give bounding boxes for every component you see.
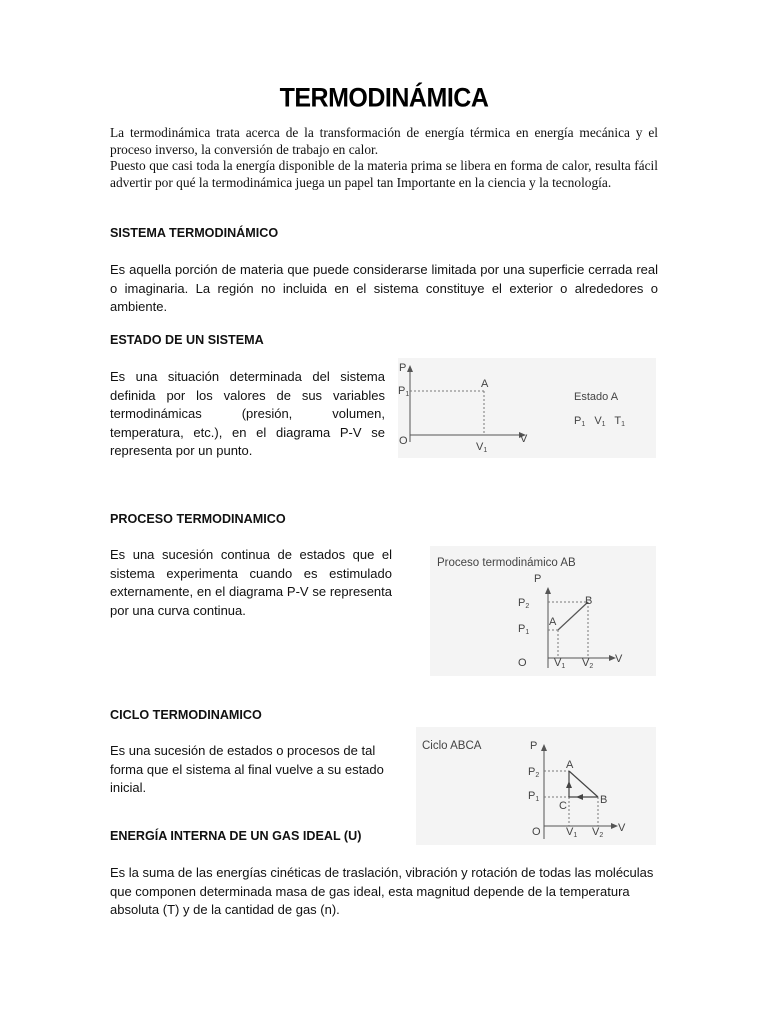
figure-estado-diagram <box>398 358 656 458</box>
p2-label: P2 <box>518 597 530 610</box>
heading-estado: ESTADO DE UN SISTEMA <box>110 333 264 347</box>
body-sistema: Es aquella porción de materia que puede considerarse limitada por una superficie cerrada real o imaginaria. La región no incluida en el sistema constituye el exterior o alrededores o ambiente. <box>110 262 658 314</box>
v2-label: V2 <box>592 826 604 839</box>
axis-v-label: V <box>615 653 623 665</box>
v-axis-arrow <box>611 823 618 829</box>
p1-label: P1 <box>398 385 410 398</box>
v1-label: V1 <box>476 441 488 454</box>
process-curve-ab <box>558 602 588 630</box>
v1-label: V1 <box>566 826 578 839</box>
intro-paragraph-2: Puesto que casi toda la energía disponible de la materia prima se libera en forma de calor, resulta fácil advertir por qué la termodinámica juega un papel tan Importante en la ciencia y la tecnología. <box>110 158 658 190</box>
point-c-label: C <box>559 800 567 812</box>
cycle-path-ab <box>569 771 598 797</box>
axis-p-label: P <box>530 740 538 752</box>
p1-label: P1 <box>518 623 530 636</box>
intro-paragraph-1: La termodinámica trata acerca de la transformación de energía térmica en energía mecánica y el proceso inverso, la conversión de trabajo en calor. <box>110 125 658 157</box>
point-b-label: B <box>600 794 608 806</box>
p-axis-arrow <box>541 744 547 751</box>
v2-label: V2 <box>582 657 594 670</box>
heading-sistema: SISTEMA TERMODINÁMICO <box>110 226 279 240</box>
body-proceso: Es una sucesión continua de estados que el sistema experimenta cuando es estimulado externamente, en el diagrama P-V se representa por una curva continua. <box>110 547 392 618</box>
p2-label: P2 <box>528 766 540 779</box>
origin-label: O <box>399 435 408 447</box>
body-ciclo: Es una sucesión de estados o procesos de tal forma que el sistema al final vuelve a su estado inicial. <box>110 743 384 795</box>
p-axis-arrow <box>545 587 551 594</box>
point-a-label: A <box>566 759 574 771</box>
axis-p-label: P <box>399 362 407 374</box>
point-a-label: A <box>549 616 557 628</box>
cycle-arrow-ca <box>566 781 572 788</box>
origin-label: O <box>518 657 527 669</box>
p1-label: P1 <box>528 790 540 803</box>
point-a-label: A <box>481 378 489 390</box>
v1-label: V1 <box>554 657 566 670</box>
point-b-label: B <box>585 595 593 607</box>
axis-v-label: V <box>520 433 528 445</box>
heading-proceso: PROCESO TERMODINAMICO <box>110 512 286 526</box>
heading-ciclo: CICLO TERMODINAMICO <box>110 708 262 722</box>
figure-proceso-diagram <box>430 546 656 676</box>
axis-v-label: V <box>618 822 626 834</box>
figure-ciclo-diagram <box>416 727 656 845</box>
cycle-arrow-bc <box>576 794 583 800</box>
proceso-caption: Proceso termodinámico AB <box>437 557 576 569</box>
page-title: TERMODINÁMICA <box>279 82 489 114</box>
origin-label: O <box>532 826 541 838</box>
heading-energia: ENERGÍA INTERNA DE UN GAS IDEAL (U) <box>110 829 362 843</box>
estado-caption: Estado A <box>574 391 619 403</box>
ciclo-caption: Ciclo ABCA <box>422 740 482 752</box>
estado-vars: P1 V1 T1 <box>574 415 626 428</box>
p-axis-arrow <box>407 365 413 372</box>
body-estado: Es una situación determinada del sistema definida por los valores de sus variables termodinámicas (presión, volumen, temperatura, etc.), en el diagrama P-V se representa por un punto. <box>110 369 385 458</box>
body-energia: Es la suma de las energías cinéticas de traslación, vibración y rotación de todas las moléculas que componen determinada masa de gas ideal, esta magnitud depende de la temperatura absoluta (T) y de la cantidad de gas (n). <box>110 865 654 917</box>
axis-p-label: P <box>534 573 542 585</box>
